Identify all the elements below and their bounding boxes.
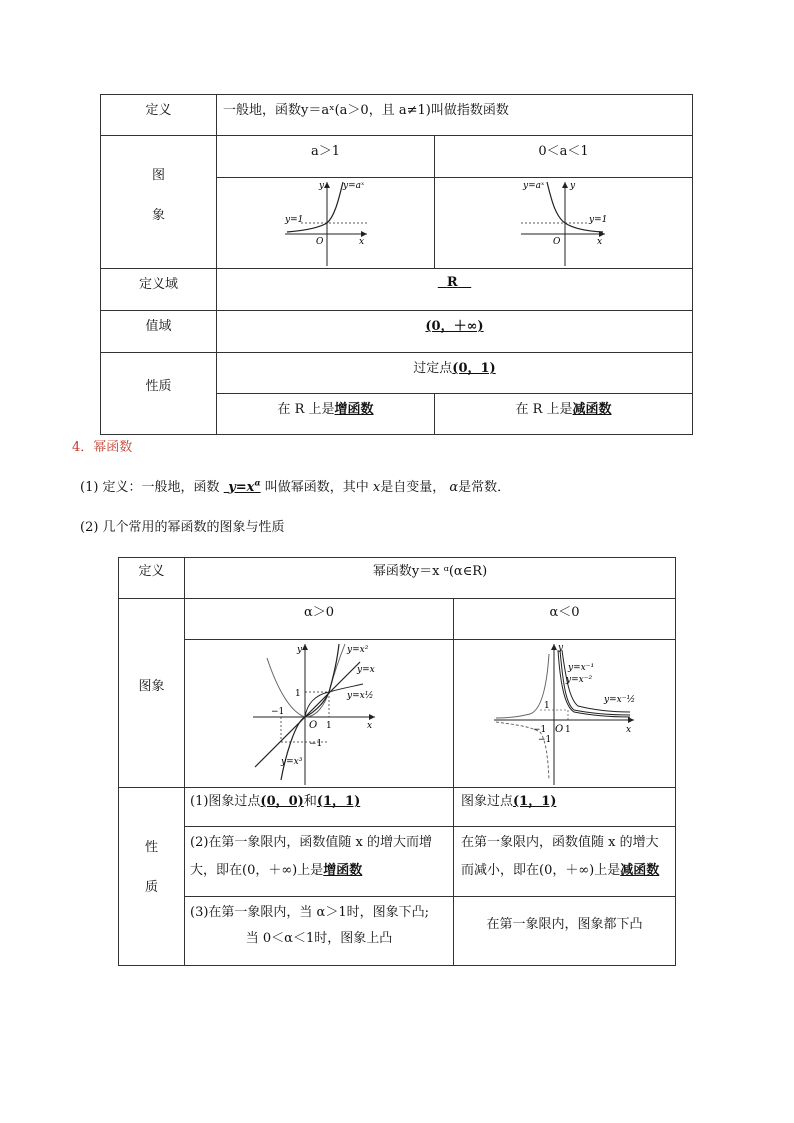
power-neg-xmhalf-label: y=x⁻½ — [604, 695, 636, 705]
exp-right-x-label: x — [597, 237, 603, 247]
power-property-header-bottom: 质 — [144, 880, 158, 895]
power-graph-alpha-negative — [454, 640, 675, 787]
power-col-pos: α＞0 — [303, 605, 335, 620]
power-col-neg-cell — [453, 598, 676, 640]
power-neg-x-label: x — [626, 725, 632, 735]
power-pos-neg-one: −1 — [271, 707, 285, 717]
exp-property-header-cell — [100, 352, 217, 435]
exp-fixed-point-cell — [216, 352, 693, 394]
exp-fixed-point: 过定点(0，1) — [413, 361, 496, 376]
power-p2-right-line2: 而减小，即在(0，＋∞)上是减函数 — [461, 863, 660, 878]
exp-graph-header-top: 图 — [151, 168, 165, 183]
exp-graph-right-cell — [434, 177, 693, 269]
exp-definition-text: 一般地，函数y＝aˣ(a＞0，且 a≠1)叫做指数函数 — [223, 103, 509, 118]
exp-graph-header-cell — [100, 135, 217, 269]
exp-right-curve-label: y=aˣ — [523, 181, 545, 191]
exp-property-header: 性质 — [145, 379, 172, 394]
power-definition-header-cell — [118, 557, 185, 599]
exp-range-header-cell — [100, 310, 217, 353]
power-p3-left-cell — [184, 896, 454, 966]
exp-increasing-text: 在 R 上是增函数 — [277, 402, 374, 417]
power-pos-one: 1 — [326, 721, 332, 731]
exp-domain-header-cell — [100, 268, 217, 311]
power-p3-right-cell — [453, 896, 676, 966]
power-neg-one: 1 — [565, 725, 571, 735]
exp-graph-decreasing — [435, 178, 692, 268]
exp-right-y-label: y — [570, 181, 576, 191]
exp-domain-cell — [216, 268, 693, 311]
power-graph-pos-cell — [184, 639, 454, 788]
exp-right-origin: O — [553, 237, 561, 247]
exp-range-header: 值域 — [145, 319, 172, 334]
power-property-header-top: 性 — [144, 840, 158, 855]
power-pos-x3-label: y=x³ — [281, 757, 303, 767]
power-graph-neg-cell — [453, 639, 676, 788]
power-graph-header: 图象 — [138, 679, 165, 694]
exp-left-x-label: x — [359, 237, 365, 247]
power-pos-x1-label: y=x — [357, 665, 375, 675]
power-p1-right-cell — [453, 787, 676, 827]
power-pos-x2-label: y=x² — [347, 645, 369, 655]
exp-definition-header: 定义 — [145, 103, 172, 118]
power-p2-right-line1: 在第一象限内，函数值随 x 的增大 — [461, 835, 659, 850]
exp-left-y-label: y — [319, 181, 325, 191]
exp-graph-increasing — [217, 178, 434, 268]
exp-definition-header-cell — [100, 94, 217, 136]
power-pos-x-label: x — [367, 721, 373, 731]
power-definition-header: 定义 — [138, 564, 165, 579]
power-col-pos-cell — [184, 598, 454, 640]
power-title: 幂函数y＝x ᵅ(α∈R) — [372, 564, 488, 579]
power-graph-alpha-positive — [185, 640, 453, 787]
exp-col-a-gt-1: a＞1 — [310, 144, 341, 159]
power-p3-left-line2: 当 0＜α＜1时，图象上凸 — [245, 931, 393, 946]
power-pos-origin: O — [309, 720, 318, 731]
power-neg-xm2-label: y=x⁻² — [566, 675, 593, 685]
power-graph-header-cell — [118, 598, 185, 788]
exp-right-line-label: y=1 — [589, 215, 608, 225]
power-definition-line: (1) 定义：一般地，函数 $y=x^\alpha$ 叫做幂函数，其中 x是自变量， α是常数． — [80, 477, 511, 495]
exp-range-value: (0，＋∞) — [425, 319, 484, 334]
power-pos-y-label: y — [297, 645, 303, 655]
exp-col-a-lt-1-cell — [434, 135, 693, 178]
power-neg-neg-one: −1 — [533, 725, 547, 735]
power-neg-origin: O — [555, 724, 564, 735]
power-p3-right: 在第一象限内，图象都下凸 — [486, 917, 643, 932]
power-p1-left-cell — [184, 787, 454, 827]
exp-col-a-gt-1-cell — [216, 135, 435, 178]
power-p2-left-line1: (2)在第一象限内，函数值随 x 的增大而增 — [190, 835, 433, 850]
power-p3-left-line1: (3)在第一象限内，当 α＞1时，图象下凸; — [190, 905, 429, 920]
exp-domain-value: R — [446, 275, 458, 290]
exp-definition-cell — [216, 94, 693, 136]
exp-col-a-lt-1: 0＜a＜1 — [538, 144, 589, 159]
power-property-header-cell — [118, 787, 185, 966]
exp-decreasing-text: 在 R 上是减函数 — [515, 402, 612, 417]
exp-graph-left-cell — [216, 177, 435, 269]
section-heading: 4．幂函数 — [72, 440, 133, 455]
exp-left-curve-label: y=aˣ — [343, 181, 365, 191]
exp-graph-header-bottom: 象 — [151, 208, 165, 223]
power-p2-left-line2: 大，即在(0，＋∞)上是增函数 — [190, 863, 363, 878]
power-title-cell — [184, 557, 676, 599]
exp-range-cell — [216, 310, 693, 353]
power-pos-neg-one-y: −1 — [309, 739, 323, 749]
power-p2-right-cell — [453, 826, 676, 897]
power-p2-left-cell — [184, 826, 454, 897]
exp-left-origin: O — [316, 237, 324, 247]
exp-increasing-cell — [216, 393, 435, 435]
power-subtitle: (2) 几个常用的幂函数的图象与性质 — [80, 520, 285, 535]
power-neg-neg-one-y: −1 — [538, 735, 552, 745]
power-pos-one-y: 1 — [295, 689, 301, 699]
power-neg-xm1-label: y=x⁻¹ — [568, 663, 595, 673]
exp-decreasing-cell — [434, 393, 693, 435]
exp-left-line-label: y=1 — [285, 215, 304, 225]
power-neg-one-y: 1 — [544, 701, 550, 711]
power-neg-y-label: y — [558, 643, 564, 653]
power-col-neg: α＜0 — [549, 605, 580, 620]
power-pos-xhalf-label: y=x½ — [347, 691, 374, 701]
exp-domain-header: 定义域 — [138, 277, 178, 292]
power-p1-right: 图象过点(1，1) — [461, 794, 557, 809]
power-p1-left: (1)图象过点(0，0)和(1，1) — [190, 794, 361, 809]
